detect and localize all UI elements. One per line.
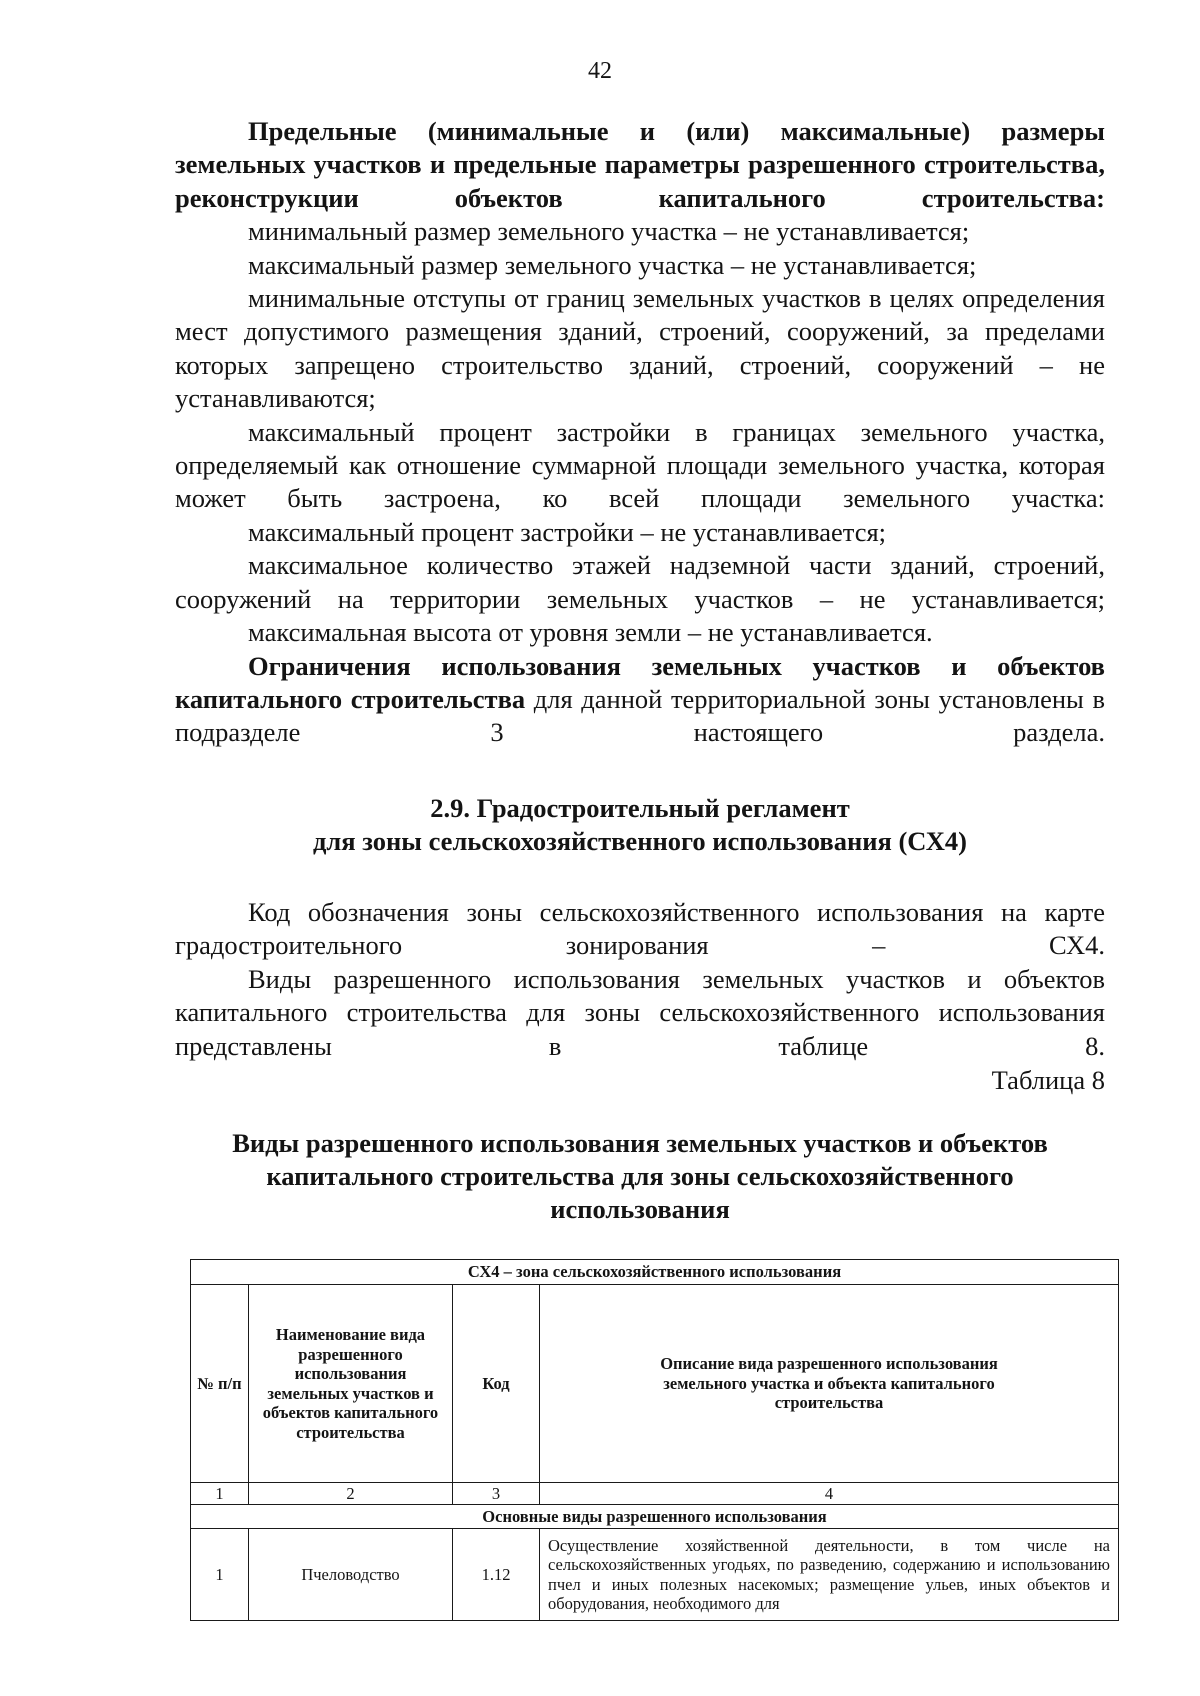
col-number: 3 [453, 1483, 540, 1505]
setbacks-text: минимальные отступы от границ земельных участков в целях определения мест допустимого размещения зданий, строений, сооружений, за пределами которых запрещено строительство зданий, строений, сооружений – не устанавливаются; [175, 283, 1105, 414]
row-code: 1.12 [453, 1529, 540, 1621]
col-number: 1 [191, 1483, 249, 1505]
row-num: 1 [191, 1529, 249, 1621]
restrictions-bold: Ограничения использования земельных участков и объектов капитального строительства [175, 650, 1105, 714]
permitted-uses-text: Виды разрешенного использования земельных участков и объектов капитального строительства для зоны сельскохозяйственного использования представлены в таблице 8. [175, 963, 1105, 1061]
page-number: 42 [588, 58, 612, 84]
intro-section [175, 896, 1105, 1063]
section-heading [175, 792, 1105, 858]
restrictions-rest: для данной территориальной зоны установлены в подразделе 3 настоящего раздела. [175, 683, 1105, 748]
col-number: 2 [249, 1483, 453, 1505]
parameters-heading: Предельные (минимальные и (или) максимальные) размеры земельных участков и предельные параметры разрешенного строительства, реконструкции объектов капитального строительства: [175, 116, 1105, 213]
col-header-num: № п/п [191, 1285, 249, 1483]
section-heading-line2: для зоны сельскохозяйственного использования (СХ4) [313, 826, 967, 856]
max-size-text: максимальный размер земельного участка – не устанавливается; [248, 249, 977, 280]
row-description: Осуществление хозяйственной деятельности, в том числе на сельскохозяйственных угодьях, по разведению, содержанию и использованию пчел и иных полезных насекомых; размещение ульев, иных объектов и оборудования, необходимого для [540, 1529, 1119, 1621]
coverage-text: максимальный процент застройки – не устанавливается; [248, 516, 887, 547]
zone-header: СХ4 – зона сельскохозяйственного использования [191, 1260, 1119, 1285]
col-header-name: Наименование вида разрешенного использования земельных участков и объектов капитального строительства [249, 1285, 453, 1483]
permitted-uses-table [190, 1259, 1119, 1621]
min-size-text: минимальный размер земельного участка – не устанавливается; [248, 216, 970, 247]
group-header: Основные виды разрешенного использования [191, 1505, 1119, 1529]
zone-code-text: Код обозначения зоны сельскохозяйственного использования на карте градостроительного зонирования – СХ4. [175, 897, 1105, 961]
parameters-section [175, 115, 1105, 750]
floors-text: максимальное количество этажей надземной части зданий, строений, сооружений на территории земельных участков – не устанавливается; [175, 550, 1105, 614]
coverage-definition-text: максимальный процент застройки в границах земельного участка, определяемый как отношение суммарной площади земельного участка, которая может быть застроена, ко всей площади земельного участка: [175, 416, 1105, 514]
row-name: Пчеловодство [249, 1529, 453, 1621]
table-title: Виды разрешенного использования земельных участков и объектов капитального строительства для зоны сельскохозяйственного использования [232, 1128, 1048, 1224]
restrictions-text [175, 650, 1105, 750]
table-row [191, 1529, 1119, 1621]
col-number: 4 [540, 1483, 1119, 1505]
section-heading-line1: 2.9. Градостроительный регламент [430, 793, 850, 823]
height-text: максимальная высота от уровня земли – не устанавливается. [248, 617, 933, 648]
table-caption: Таблица 8 [991, 1065, 1105, 1095]
col-header-description: Описание вида разрешенного использования земельного участка и объекта капитального строительства [540, 1285, 1119, 1483]
col-header-code: Код [453, 1285, 540, 1483]
